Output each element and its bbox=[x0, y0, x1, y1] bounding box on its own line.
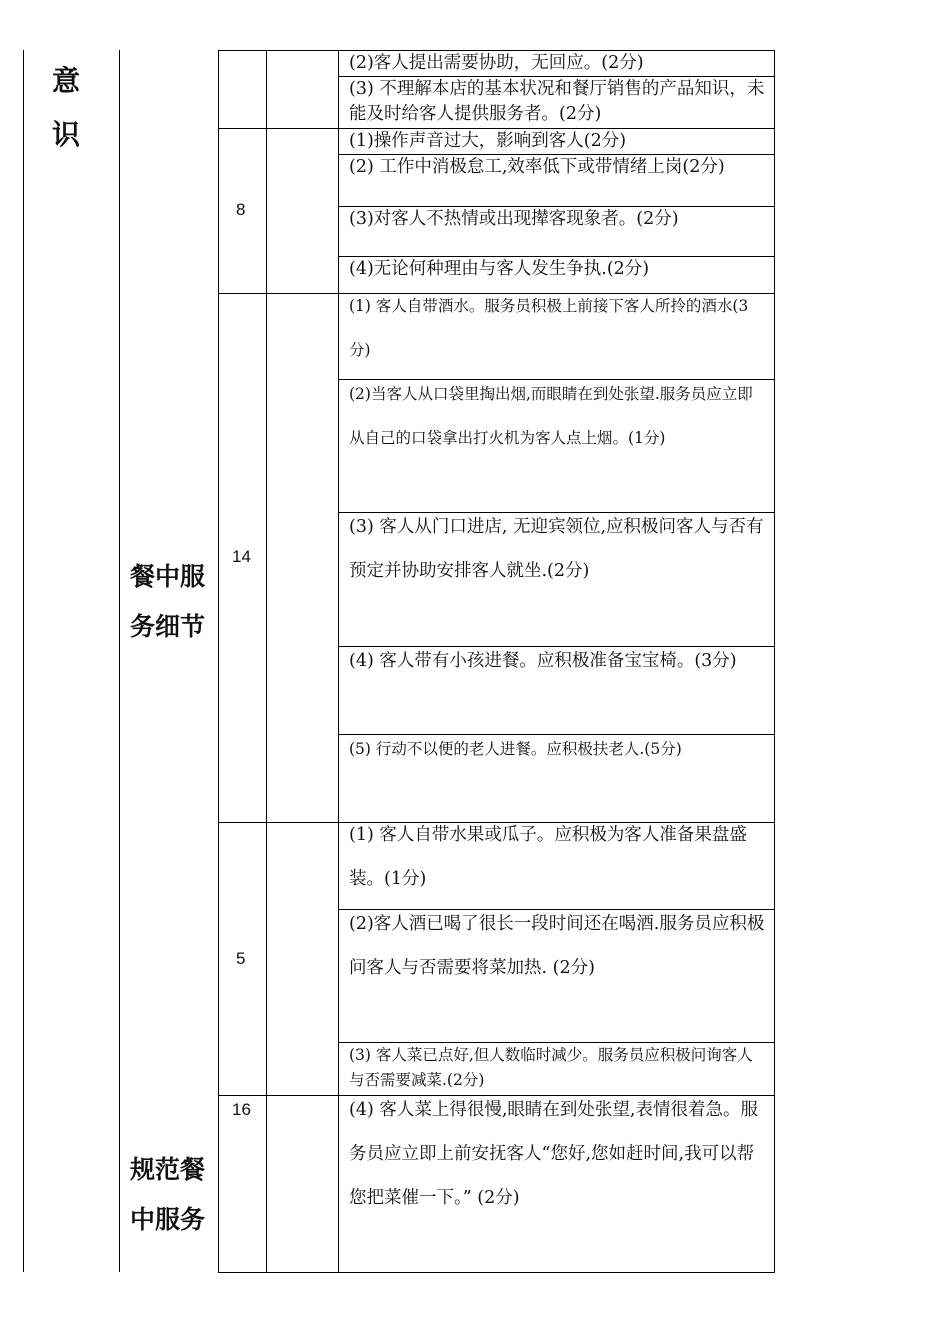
category-divider-line bbox=[119, 50, 120, 1272]
item-text: (2)当客人从口袋里掏出烟,而眼睛在到处张望.服务员应立即从自己的口袋拿出打火机为客人点上烟。(1分) bbox=[349, 385, 753, 447]
item-text: (1) 客人自带酒水。服务员积极上前接下客人所拎的酒水(3分) bbox=[349, 297, 749, 359]
item-text: (2)客人提出需要协助，无回应。(2分) bbox=[349, 53, 644, 73]
item-text: (3) 客人从门口进店, 无迎宾领位,应积极问客人与否有预定并协助安排客人就坐.(2分) bbox=[349, 517, 764, 581]
item-text: (5) 行动不以便的老人进餐。应积极扶老人.(5分) bbox=[349, 740, 682, 758]
category-canzhong-xijie: 餐中服务细节 bbox=[130, 562, 206, 641]
item-text: (4) 客人菜上得很慢,眼睛在到处张望,表情很着急。服务员应立即上前安抚客人“您好,您如赶时间,我可以帮您把菜催一下。” (2分) bbox=[349, 1100, 758, 1208]
table-left-line bbox=[218, 50, 219, 1273]
table-right-line bbox=[774, 50, 775, 1273]
item-text: (1)操作声音过大，影响到客人(2分) bbox=[349, 131, 627, 151]
item-text: (3) 客人菜已点好,但人数临时减少。服务员应积极问询客人与否需要减菜.(2分) bbox=[349, 1046, 753, 1089]
item-text: (1) 客人自带水果或瓜子。应积极为客人准备果盘盛装。(1分) bbox=[349, 825, 747, 889]
empty-col-divider-line bbox=[338, 50, 339, 1273]
item-text: (3)对客人不热情或出现撵客现象者。(2分) bbox=[349, 209, 679, 229]
score-group-5: 16 bbox=[232, 1100, 251, 1119]
category-guifan: 规范餐中服务 bbox=[130, 1155, 206, 1234]
item-text: (2)客人酒已喝了很长一段时间还在喝酒.服务员应积极问客人与否需要将菜加热. (2分) bbox=[349, 914, 765, 978]
category-yishi: 意识 bbox=[52, 64, 81, 151]
table-bottom-line bbox=[218, 1272, 775, 1273]
score-group-4: 5 bbox=[236, 949, 246, 968]
score-group-3: 14 bbox=[232, 547, 251, 566]
left-border-line bbox=[23, 50, 24, 1272]
score-group-2: 8 bbox=[236, 200, 246, 219]
score-divider-line bbox=[266, 50, 267, 1273]
item-text: (4)无论何种理由与客人发生争执.(2分) bbox=[349, 259, 650, 279]
item-text: (2) 工作中消极怠工,效率低下或带情绪上岗(2分) bbox=[349, 157, 725, 177]
item-text: (4) 客人带有小孩进餐。应积极准备宝宝椅。(3分) bbox=[349, 651, 737, 671]
item-text: (3) 不理解本店的基本状况和餐厅销售的产品知识，未能及时给客人提供服务者。(2分) bbox=[349, 79, 765, 124]
